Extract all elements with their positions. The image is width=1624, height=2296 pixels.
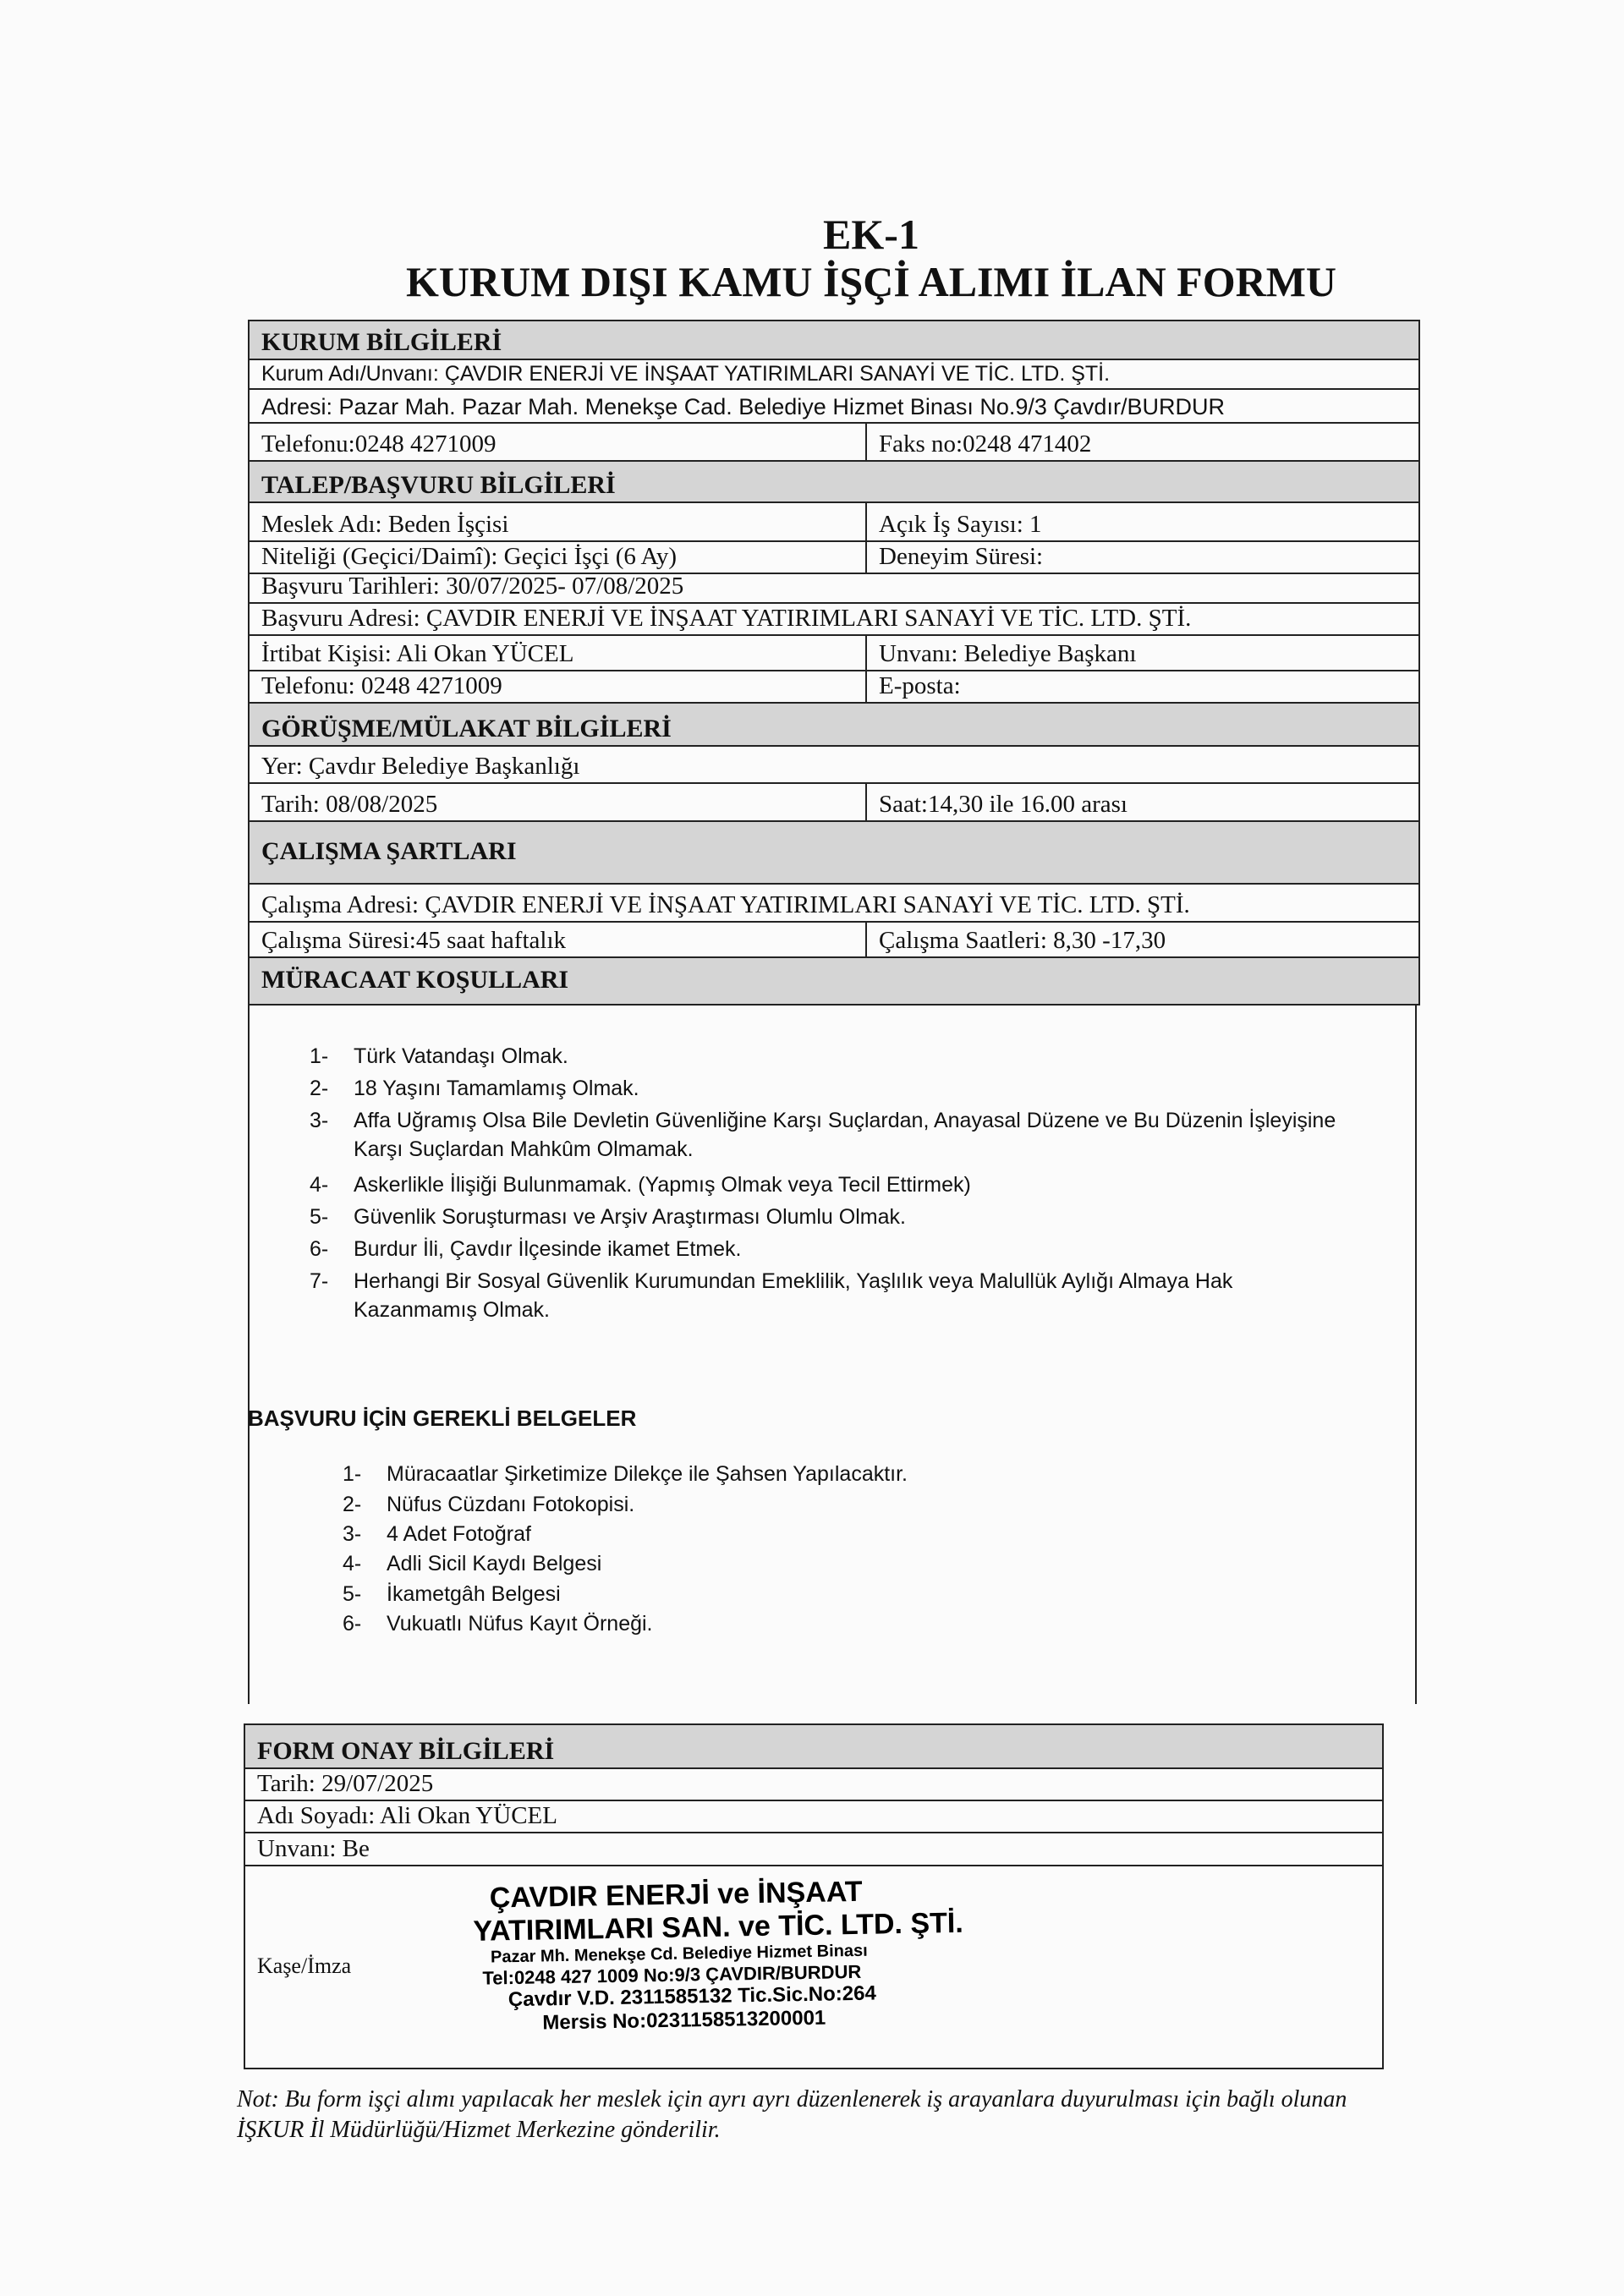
calisma-adres: Çalışma Adresi: ÇAVDIR ENERJİ VE İNŞAAT YATIRIMLARI SANAYİ VE TİC. LTD. ŞTİ. bbox=[261, 891, 1190, 918]
stamp-line: Tel:0248 427 1009 No:9/3 ÇAVDIR/BURDUR bbox=[482, 1961, 862, 1989]
basvuru-tarihleri: Başvuru Tarihleri: 30/07/2025- 07/08/2025 bbox=[261, 573, 684, 600]
item-text: Burdur İli, Çavdır İlçesinde ikamet Etmek. bbox=[354, 1237, 742, 1261]
section-muracaat: MÜRACAAT KOŞULLARI bbox=[261, 966, 569, 994]
item-text: Herhangi Bir Sosyal Güvenlik Kurumundan Emeklilik, Yaşlılık veya Malullük Aylığı Almaya Hak Kazanmamış Olmak. bbox=[354, 1269, 1233, 1322]
acik-is: Açık İş Sayısı: 1 bbox=[879, 511, 1042, 538]
stamp-line: Pazar Mh. Menekşe Cd. Belediye Hizmet Binası bbox=[490, 1941, 868, 1967]
calisma-sure: Çalışma Süresi:45 saat haftalık bbox=[261, 927, 567, 954]
item-number: 7- bbox=[310, 1269, 329, 1293]
item-number: 6- bbox=[310, 1237, 329, 1261]
item-number: 1- bbox=[343, 1462, 362, 1486]
irtibat-unvan: Unvanı: Belediye Başkanı bbox=[879, 640, 1137, 667]
onay-unvan: Unvanı: Be bbox=[257, 1835, 370, 1862]
talep-phone: Telefonu: 0248 4271009 bbox=[261, 672, 502, 699]
item-text: Türk Vatandaşı Olmak. bbox=[354, 1044, 568, 1068]
kurum-fax: Faks no:0248 471402 bbox=[879, 430, 1092, 458]
basvuru-adresi: Başvuru Adresi: ÇAVDIR ENERJİ VE İNŞAAT YATIRIMLARI SANAYİ VE TİC. LTD. ŞTİ. bbox=[261, 605, 1192, 632]
belgeler-heading: BAŞVURU İÇİN GEREKLİ BELGELER bbox=[248, 1406, 637, 1431]
onay-kase: Kaşe/İmza bbox=[257, 1954, 352, 1978]
form-code: EK-1 bbox=[823, 211, 919, 258]
stamp-line: Mersis No:0231158513200001 bbox=[542, 2006, 826, 2035]
item-text: Vukuatlı Nüfus Kayıt Örneği. bbox=[387, 1612, 653, 1636]
kurum-address: Adresi: Pazar Mah. Pazar Mah. Menekşe Cad. Belediye Hizmet Binası No.9/3 Çavdır/BURDUR bbox=[261, 394, 1225, 419]
stamp-line: Çavdır V.D. 2311585132 Tic.Sic.No:264 bbox=[508, 1982, 877, 2012]
gorusme-saat: Saat:14,30 ile 16.00 arası bbox=[879, 791, 1127, 818]
calisma-saatler: Çalışma Saatleri: 8,30 -17,30 bbox=[879, 927, 1166, 954]
onay-adi: Adı Soyadı: Ali Okan YÜCEL bbox=[257, 1802, 557, 1829]
item-number: 4- bbox=[343, 1552, 362, 1575]
item-number: 5- bbox=[310, 1205, 329, 1229]
gorusme-tarih: Tarih: 08/08/2025 bbox=[261, 791, 438, 818]
kurum-name: Kurum Adı/Unvanı: ÇAVDIR ENERJİ VE İNŞAAT YATIRIMLARI SANAYİ VE TİC. LTD. ŞTİ. bbox=[261, 362, 1111, 386]
eposta: E-posta: bbox=[879, 672, 961, 699]
deneyim: Deneyim Süresi: bbox=[879, 543, 1044, 570]
item-number: 5- bbox=[343, 1582, 362, 1606]
meslek: Meslek Adı: Beden İşçisi bbox=[261, 511, 509, 538]
company-stamp bbox=[472, 1869, 1236, 2036]
main-form-table bbox=[248, 320, 1420, 1006]
item-number: 2- bbox=[343, 1493, 362, 1516]
section-onay: FORM ONAY BİLGİLERİ bbox=[257, 1737, 555, 1765]
stamp-line: YATIRIMLARI SAN. ve TİC. LTD. ŞTİ. bbox=[473, 1906, 964, 1948]
item-text: Adli Sicil Kaydı Belgesi bbox=[387, 1552, 602, 1575]
section-talep: TALEP/BAŞVURU BİLGİLERİ bbox=[261, 471, 616, 499]
item-number: 1- bbox=[310, 1044, 329, 1068]
onay-tarih: Tarih: 29/07/2025 bbox=[257, 1770, 434, 1797]
item-text: 18 Yaşını Tamamlamış Olmak. bbox=[354, 1077, 639, 1100]
item-text: Müracaatlar Şirketimize Dilekçe ile Şahsen Yapılacaktır. bbox=[387, 1462, 908, 1486]
section-kurum: KURUM BİLGİLERİ bbox=[261, 328, 502, 356]
item-text: Nüfus Cüzdanı Fotokopisi. bbox=[387, 1493, 635, 1516]
stamp-line: ÇAVDIR ENERJİ ve İNŞAAT bbox=[489, 1875, 863, 1915]
section-calisma: ÇALIŞMA ŞARTLARI bbox=[261, 837, 517, 865]
item-number: 6- bbox=[343, 1612, 362, 1636]
item-number: 3- bbox=[343, 1522, 362, 1546]
item-text: Affa Uğramış Olsa Bile Devletin Güvenliğine Karşı Suçlardan, Anayasal Düzene ve Bu Düzenin İşleyişine Karşı Suçlardan Mahkûm Olmamak. bbox=[354, 1109, 1336, 1161]
item-number: 3- bbox=[310, 1109, 329, 1132]
item-text: Askerlikle İlişiği Bulunmamak. (Yapmış Olmak veya Tecil Ettirmek) bbox=[354, 1173, 971, 1197]
kurum-phone: Telefonu:0248 4271009 bbox=[261, 430, 497, 458]
form-title: KURUM DIŞI KAMU İŞÇİ ALIMI İLAN FORMU bbox=[405, 258, 1337, 305]
nitelik: Niteliği (Geçici/Daimî): Geçici İşçi (6 Ay) bbox=[261, 543, 677, 570]
irtibat: İrtibat Kişisi: Ali Okan YÜCEL bbox=[261, 640, 574, 667]
item-number: 2- bbox=[310, 1077, 329, 1100]
item-text: Güvenlik Soruşturması ve Arşiv Araştırması Olumlu Olmak. bbox=[354, 1205, 906, 1229]
item-number: 4- bbox=[310, 1173, 329, 1197]
form-note: Not: Bu form işçi alımı yapılacak her meslek için ayrı ayrı düzenlenerek iş arayanlara duyurulması için bağlı olunan İŞKUR İl Müdürlüğü/Hizmet Merkezine gönderilir. bbox=[237, 2086, 1347, 2143]
gorusme-yer: Yer: Çavdır Belediye Başkanlığı bbox=[261, 753, 580, 780]
item-text: 4 Adet Fotoğraf bbox=[387, 1522, 531, 1546]
item-text: İkametgâh Belgesi bbox=[387, 1582, 561, 1606]
section-gorusme: GÖRÜŞME/MÜLAKAT BİLGİLERİ bbox=[261, 715, 672, 743]
